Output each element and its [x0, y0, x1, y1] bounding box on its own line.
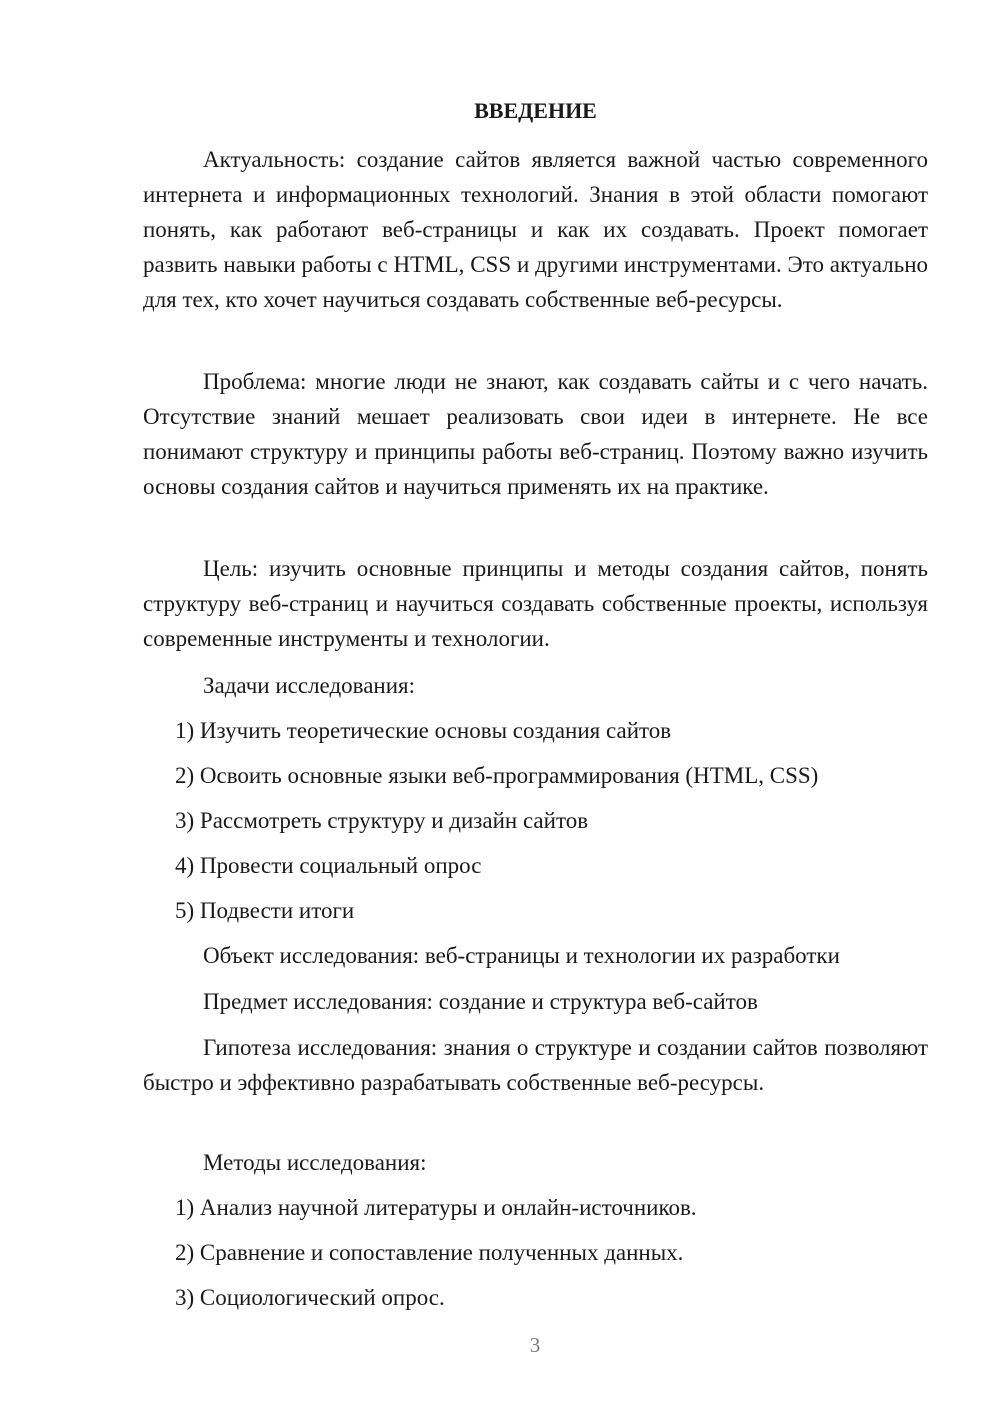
hypothesis-paragraph: Гипотеза исследования: знания о структуре и создании сайтов позволяют быстро и эффективно разрабатывать собственные веб-ресурсы.: [143, 1035, 928, 1095]
method-item: 1) Анализ научной литературы и онлайн-источников.: [175, 1195, 697, 1220]
object-line: Объект исследования: веб-страницы и технологии их разработки: [203, 943, 840, 968]
task-item: 3) Рассмотреть структуру и дизайн сайтов: [175, 808, 589, 833]
task-item: 4) Провести социальный опрос: [175, 853, 482, 878]
subject-line: Предмет исследования: создание и структура веб-сайтов: [203, 989, 758, 1014]
task-item: 1) Изучить теоретические основы создания сайтов: [175, 718, 672, 743]
task-item: 2) Освоить основные языки веб-программирования (HTML, CSS): [175, 763, 819, 788]
section-title: ВВЕДЕНИЕ: [474, 98, 597, 123]
method-item: 2) Сравнение и сопоставление полученных данных.: [175, 1240, 684, 1265]
tasks-heading: Задачи исследования:: [203, 673, 416, 698]
method-item: 3) Социологический опрос.: [175, 1285, 445, 1310]
problem-paragraph: Проблема: многие люди не знают, как создавать сайты и с чего начать. Отсутствие знаний мешает реализовать свои идеи в интернете. Не все понимают структуру и принципы работы веб-страниц. Поэтому важно изучить основы создания сайтов и научиться применять их на практике.: [143, 369, 928, 499]
relevance-paragraph: Актуальность: создание сайтов является важной частью современного интернета и информационных технологий. Знания в этой области помогают понять, как работают веб-страницы и как их создавать. Проект помогает развить навыки работы с HTML, CSS и другими инструментами. Это актуально для тех, кто хочет научиться создавать собственные веб-ресурсы.: [143, 147, 928, 312]
page-number: 3: [529, 1333, 541, 1357]
task-item: 5) Подвести итоги: [175, 898, 355, 923]
methods-heading: Методы исследования:: [203, 1150, 427, 1175]
goal-paragraph: Цель: изучить основные принципы и методы создания сайтов, понять структуру веб-страниц и научиться создавать собственные проекты, используя современные инструменты и технологии.: [143, 556, 928, 651]
